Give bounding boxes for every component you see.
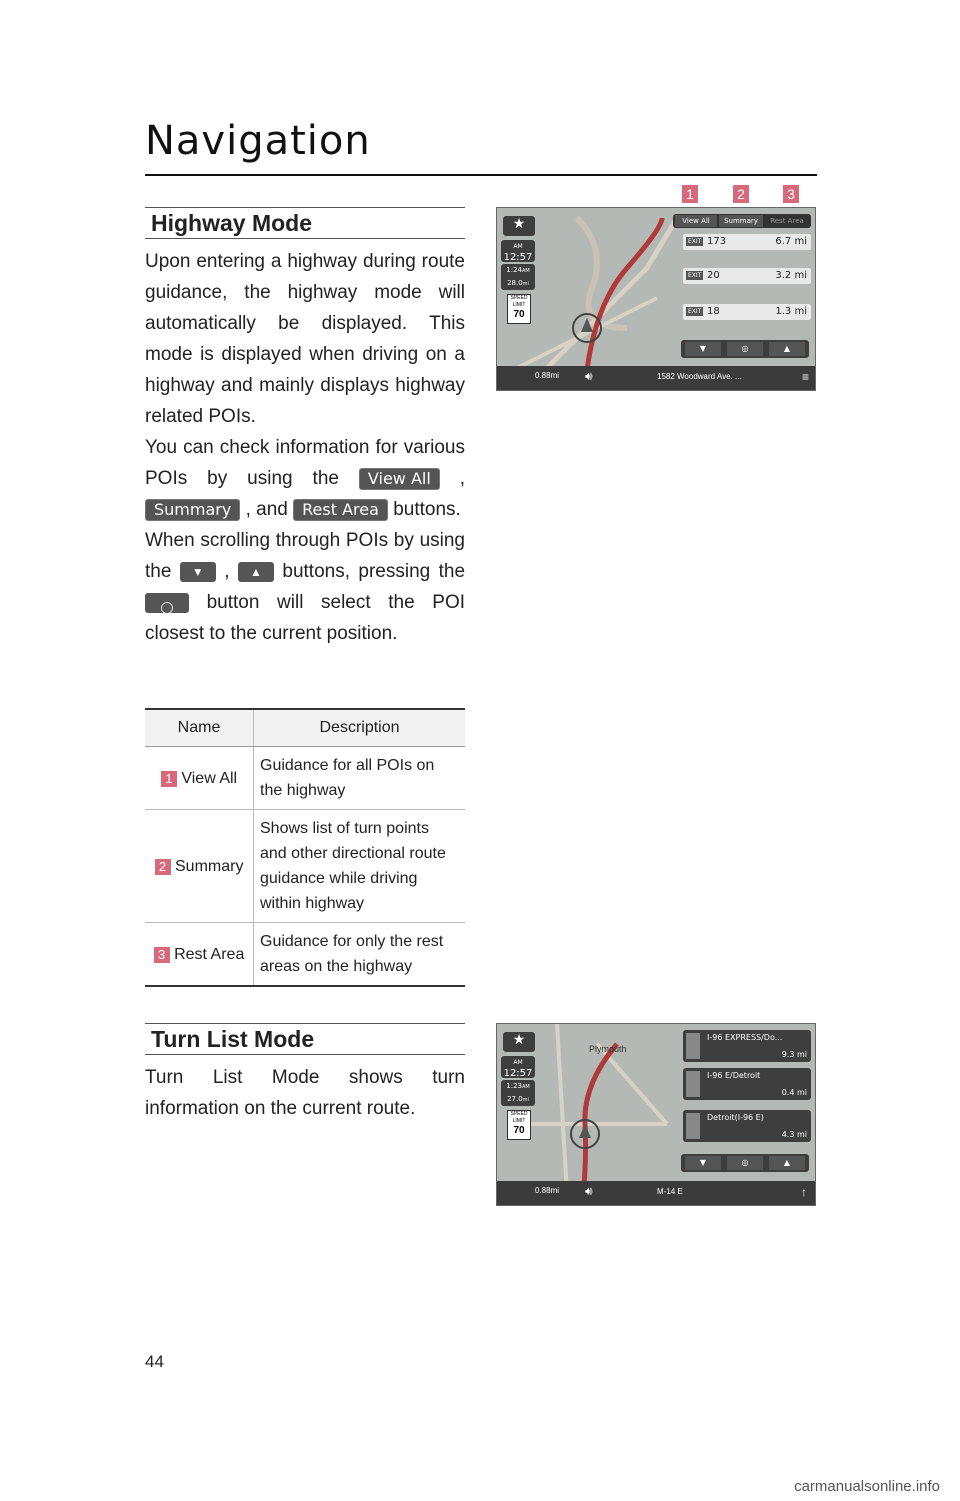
destination-address[interactable]: 1582 Woodward Ave. ... [657, 372, 742, 381]
turn-name: I-96 EXPRESS/Do... [707, 1033, 783, 1042]
rest-area-button-icon: Rest Area [293, 499, 388, 521]
turn-arrow-icon [686, 1113, 700, 1139]
callout-group [682, 185, 812, 203]
exit-label: EXIT [688, 308, 702, 315]
highway-body [145, 246, 465, 649]
highway-para-3-text-a: When scrolling through POIs by using the [145, 530, 465, 582]
table-cell-name [145, 810, 254, 923]
highway-tabs [673, 214, 811, 228]
speed-limit-label: SPEED LIMIT [510, 295, 528, 308]
highway-para-2: You can check information for various POIs by using the View All , Summary , and Rest Area buttons. [145, 437, 466, 520]
turnlist-para: Turn List Mode shows turn information on the current route. [145, 1067, 465, 1119]
turn-list-mode-screen [496, 1023, 816, 1206]
section-heading-turnlist-text: Turn List Mode [151, 1026, 315, 1052]
eta-distance: 27.0 [507, 1095, 523, 1103]
table-row [145, 923, 465, 987]
map-scale: 0.88mi [535, 371, 560, 380]
eta-panel [501, 1080, 535, 1106]
view-all-button-icon: View All [359, 468, 440, 490]
clock-ampm: AM [513, 1059, 523, 1066]
exit-number: 20 [707, 270, 720, 281]
callout-1: 1 [682, 185, 698, 203]
exit-label: EXIT [688, 272, 702, 279]
highway-para-2-text-a: You can check information for various POIs by using the [145, 437, 465, 489]
table-cell-description: Guidance for only the rest areas on the highway [254, 923, 466, 987]
section-heading-turnlist [145, 1023, 465, 1055]
turn-row[interactable] [683, 1110, 811, 1142]
eta-time: 1:23 [506, 1082, 522, 1090]
highway-para-3-text-c: button will select the POI closest to the current position. [145, 592, 465, 644]
speed-limit-value: 70 [513, 309, 525, 320]
volume-icon[interactable]: 🔊︎ [585, 369, 593, 383]
summary-button-icon: Summary [145, 499, 240, 521]
row-name: Summary [175, 857, 244, 875]
description-table [145, 708, 465, 987]
speed-limit-label: SPEED LIMIT [510, 1111, 528, 1124]
number-badge: 1 [161, 771, 177, 787]
turn-arrow-icon [686, 1071, 700, 1097]
eta-distance: 28.0 [507, 279, 523, 287]
clock-panel [501, 240, 535, 262]
scroll-controls [681, 340, 809, 358]
row-name: View All [181, 769, 238, 787]
number-badge: 2 [155, 859, 171, 875]
speed-limit-sign [507, 294, 531, 324]
row-name: Rest Area [174, 945, 245, 963]
scroll-up-icon: ▲ [238, 562, 274, 582]
eta-panel [501, 264, 535, 290]
eta-distance-unit: mi [522, 1097, 529, 1103]
highway-mode-screen [496, 207, 816, 391]
route-arrow-icon[interactable]: ↑ [801, 1185, 807, 1199]
page-title: Navigation [145, 118, 371, 164]
eta-distance-unit: mi [522, 281, 529, 287]
scroll-down-button[interactable]: ▼ [685, 1156, 721, 1170]
bottom-bar [497, 366, 815, 390]
callout-2: 2 [733, 185, 749, 203]
scroll-up-button[interactable]: ▲ [769, 1156, 805, 1170]
speed-limit-sign [507, 1110, 531, 1140]
current-position-icon [145, 593, 189, 613]
section-heading-highway-text: Highway Mode [151, 210, 313, 236]
current-road: M-14 E [657, 1187, 683, 1196]
exit-number: 173 [707, 236, 727, 247]
table-row [145, 810, 465, 923]
exit-label: EXIT [688, 238, 702, 245]
exit-row[interactable] [683, 234, 811, 250]
eta-ampm: AM [522, 1084, 530, 1090]
turn-name: Detroit(I-96 E) [707, 1113, 764, 1122]
highway-para-3: When scrolling through POIs by using the ▼ , ▲ buttons, pressing the button will select the POI closest to the current position. [145, 530, 466, 644]
favorite-star-icon[interactable]: ★ [503, 216, 535, 236]
exit-distance: 6.7 mi [775, 236, 807, 247]
table-header-description: Description [254, 709, 466, 747]
eta-ampm: AM [522, 268, 530, 274]
section-heading-highway [145, 207, 465, 239]
highway-para-3-text-b: buttons, pressing the [282, 561, 466, 582]
title-rule [145, 174, 817, 176]
turn-distance: 4.3 mi [781, 1130, 807, 1139]
table-cell-description: Shows list of turn points and other directional route guidance while driving within highway [254, 810, 466, 923]
bottom-bar [497, 1181, 815, 1205]
tab-view-all[interactable]: View All [675, 215, 717, 227]
watermark: carmanualsonline.info [794, 1478, 940, 1495]
speed-limit-value: 70 [513, 1125, 525, 1136]
exit-row[interactable] [683, 304, 811, 320]
turn-name: I-96 E/Detroit [707, 1071, 761, 1080]
turn-distance: 0.4 mi [781, 1088, 807, 1097]
highway-para-1: Upon entering a highway during route guidance, the highway mode will automatically be displayed. This mode is displayed when driving on a highway and mainly displays highway related POIs. [145, 251, 465, 427]
table-header-row [145, 709, 465, 747]
turn-row[interactable] [683, 1030, 811, 1062]
clock-ampm: AM [513, 243, 523, 250]
current-position-button[interactable]: ◎ [727, 342, 763, 356]
turn-distance: 9.3 mi [781, 1050, 807, 1059]
clock-time: 12:57 [503, 1068, 533, 1079]
tab-rest-area[interactable]: Rest Area [770, 217, 804, 225]
eta-time: 1:24 [506, 266, 522, 274]
volume-icon[interactable]: 🔊︎ [585, 1184, 593, 1198]
turnlist-body [145, 1062, 465, 1124]
tab-summary[interactable]: Summary [719, 215, 763, 227]
scroll-down-icon: ▼ [180, 562, 216, 582]
highway-para-2-and: , and [245, 499, 288, 520]
map-place-label: Plymouth [589, 1044, 627, 1054]
number-badge: 3 [154, 947, 170, 963]
scroll-up-button[interactable]: ▲ [769, 342, 805, 356]
clock-panel [501, 1056, 535, 1078]
clock-time: 12:57 [503, 252, 533, 263]
current-position-button[interactable]: ◎ [727, 1156, 763, 1170]
table-header-name: Name [145, 709, 254, 747]
table-cell-description: Guidance for all POIs on the highway [254, 747, 466, 810]
exit-row[interactable] [683, 268, 811, 284]
map-scale: 0.88mi [535, 1186, 560, 1195]
scroll-down-button[interactable]: ▼ [685, 342, 721, 356]
page-number: 44 [145, 1352, 164, 1371]
callout-3: 3 [783, 185, 799, 203]
exit-number: 18 [707, 306, 720, 317]
turn-arrow-icon [686, 1033, 700, 1059]
exit-distance: 3.2 mi [775, 270, 807, 281]
turn-row[interactable] [683, 1068, 811, 1100]
table-cell-name [145, 923, 254, 987]
highway-para-2-text-b: buttons. [393, 499, 461, 520]
scroll-controls [681, 1154, 809, 1172]
exit-distance: 1.3 mi [775, 306, 807, 317]
menu-icon[interactable]: ≡ [801, 370, 809, 384]
favorite-star-icon[interactable]: ★ [503, 1032, 535, 1052]
table-row [145, 747, 465, 810]
table-cell-name [145, 747, 254, 810]
